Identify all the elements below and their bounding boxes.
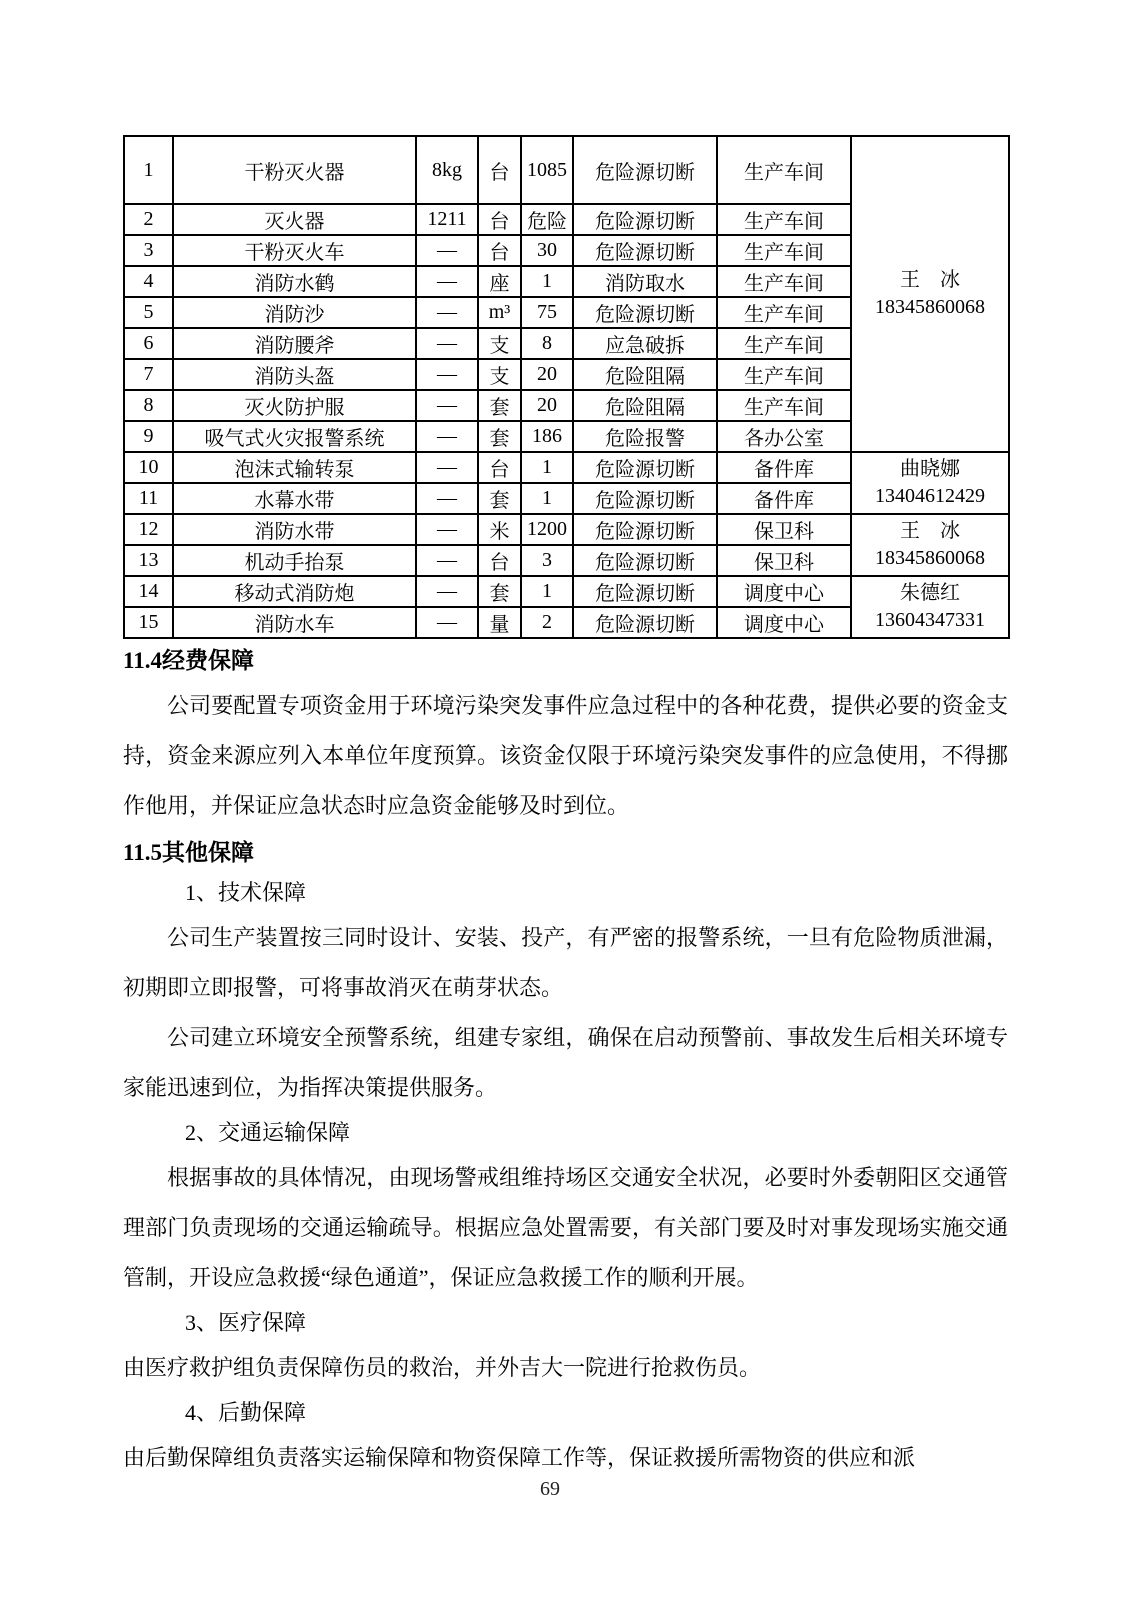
cell-contact-person	[851, 576, 1009, 638]
contact-phone: 18345860068	[875, 547, 985, 569]
cell-no: 4	[124, 266, 173, 297]
item-1-technical-support: 1、技术保障	[185, 880, 307, 905]
cell-name: 灭火器	[173, 204, 416, 235]
cell-purpose: 应急破拆	[573, 328, 717, 359]
cell-name: 泡沫式输转泵	[173, 452, 416, 483]
cell-qty: 1	[521, 576, 573, 607]
cell-purpose: 危险阻隔	[573, 390, 717, 421]
cell-location: 备件库	[717, 483, 851, 514]
cell-unit: 台	[478, 545, 521, 576]
cell-purpose: 危险源切断	[573, 452, 717, 483]
cell-qty: 3	[521, 545, 573, 576]
cell-purpose: 危险源切断	[573, 576, 717, 607]
cell-qty: 1	[521, 266, 573, 297]
cell-spec: —	[416, 514, 478, 545]
cell-unit: 支	[478, 359, 521, 390]
cell-spec: —	[416, 235, 478, 266]
cell-location: 生产车间	[717, 204, 851, 235]
cell-qty: 186	[521, 421, 573, 452]
cell-spec: —	[416, 421, 478, 452]
cell-name: 消防腰斧	[173, 328, 416, 359]
cell-spec: —	[416, 390, 478, 421]
cell-name: 机动手抬泵	[173, 545, 416, 576]
cell-name: 消防头盔	[173, 359, 416, 390]
cell-qty: 1085	[521, 136, 573, 204]
cell-no: 1	[124, 136, 173, 204]
cell-name: 消防水带	[173, 514, 416, 545]
contact-phone: 18345860068	[875, 296, 985, 318]
cell-no: 9	[124, 421, 173, 452]
cell-unit: 套	[478, 576, 521, 607]
cell-purpose: 危险源切断	[573, 235, 717, 266]
cell-no: 12	[124, 514, 173, 545]
cell-location: 生产车间	[717, 359, 851, 390]
paragraph-transport: 根据事故的具体情况，由现场警戒组维持场区交通安全状况，必要时外委朝阳区交通管理部门负责现场的交通运输疏导。根据应急处置需要，有关部门要及时对事发现场实施交通管制，开设应急救援“绿色通道”，保证应急救援工作的顺利开展。	[123, 1165, 1008, 1290]
cell-purpose: 危险源切断	[573, 514, 717, 545]
cell-no: 14	[124, 576, 173, 607]
cell-spec: —	[416, 297, 478, 328]
cell-no: 11	[124, 483, 173, 514]
cell-unit: 座	[478, 266, 521, 297]
contact-name: 王 冰	[900, 520, 960, 542]
cell-no: 15	[124, 607, 173, 638]
cell-spec: —	[416, 576, 478, 607]
cell-location: 调度中心	[717, 576, 851, 607]
item-3-medical-support: 3、医疗保障	[185, 1310, 307, 1335]
contact-phone: 13404612429	[875, 485, 985, 507]
cell-contact-person	[851, 136, 1009, 452]
cell-location: 备件库	[717, 452, 851, 483]
cell-no: 2	[124, 204, 173, 235]
cell-purpose: 危险源切断	[573, 297, 717, 328]
cell-name: 灭火防护服	[173, 390, 416, 421]
cell-qty: 1200	[521, 514, 573, 545]
emergency-equipment-table	[123, 135, 1010, 639]
cell-spec: —	[416, 545, 478, 576]
cell-location: 生产车间	[717, 235, 851, 266]
cell-location: 保卫科	[717, 514, 851, 545]
cell-purpose: 危险源切断	[573, 483, 717, 514]
cell-location: 生产车间	[717, 328, 851, 359]
contact-phone: 13604347331	[875, 609, 985, 631]
cell-location: 保卫科	[717, 545, 851, 576]
cell-purpose: 危险报警	[573, 421, 717, 452]
paragraph-logistics: 由后勤保障组负责落实运输保障和物资保障工作等，保证救援所需物资的供应和派	[123, 1445, 916, 1470]
cell-qty: 20	[521, 390, 573, 421]
cell-spec: 8kg	[416, 136, 478, 204]
cell-unit: 台	[478, 235, 521, 266]
cell-unit: 支	[478, 328, 521, 359]
section-11-5-heading: 11.5其他保障	[123, 840, 254, 865]
cell-location: 各办公室	[717, 421, 851, 452]
cell-name: 消防水鹤	[173, 266, 416, 297]
cell-qty: 8	[521, 328, 573, 359]
cell-qty: 1	[521, 452, 573, 483]
paragraph-technical-1: 公司生产装置按三同时设计、安装、投产，有严密的报警系统，一旦有危险物质泄漏，初期即立即报警，可将事故消灭在萌芽状态。	[123, 925, 1008, 1000]
cell-purpose: 危险阻隔	[573, 359, 717, 390]
page-number: 69	[540, 1478, 560, 1500]
section-11-4-paragraph: 公司要配置专项资金用于环境污染突发事件应急过程中的各种花费，提供必要的资金支持，资金来源应列入本单位年度预算。该资金仅限于环境污染突发事件的应急使用，不得挪作他用，并保证应急状态时应急资金能够及时到位。	[123, 693, 1008, 818]
cell-purpose: 危险源切断	[573, 204, 717, 235]
cell-no: 10	[124, 452, 173, 483]
cell-location: 生产车间	[717, 297, 851, 328]
cell-purpose: 危险源切断	[573, 136, 717, 204]
section-11-4-heading: 11.4经费保障	[123, 648, 254, 673]
cell-name: 干粉灭火器	[173, 136, 416, 204]
cell-qty: 30	[521, 235, 573, 266]
cell-spec: —	[416, 607, 478, 638]
cell-name: 消防沙	[173, 297, 416, 328]
cell-name: 吸气式火灾报警系统	[173, 421, 416, 452]
contact-name: 曲晓娜	[900, 458, 960, 480]
paragraph-medical: 由医疗救护组负责保障伤员的救治，并外吉大一院进行抢救伤员。	[123, 1355, 762, 1380]
cell-no: 3	[124, 235, 173, 266]
cell-purpose: 危险源切断	[573, 545, 717, 576]
cell-unit: 套	[478, 483, 521, 514]
cell-spec: —	[416, 359, 478, 390]
cell-name: 水幕水带	[173, 483, 416, 514]
table-row	[124, 514, 1009, 545]
table-row	[124, 452, 1009, 483]
cell-unit: 套	[478, 421, 521, 452]
paragraph-technical-2: 公司建立环境安全预警系统，组建专家组，确保在启动预警前、事故发生后相关环境专家能迅速到位，为指挥决策提供服务。	[123, 1025, 1008, 1100]
cell-no: 7	[124, 359, 173, 390]
cell-unit: 套	[478, 390, 521, 421]
cell-purpose: 消防取水	[573, 266, 717, 297]
cell-qty: 20	[521, 359, 573, 390]
cell-location: 生产车间	[717, 266, 851, 297]
cell-no: 13	[124, 545, 173, 576]
document-content	[123, 135, 1008, 1483]
cell-unit: 量	[478, 607, 521, 638]
cell-unit: 台	[478, 204, 521, 235]
cell-spec: —	[416, 483, 478, 514]
cell-unit: m³	[478, 297, 521, 328]
cell-location: 生产车间	[717, 136, 851, 204]
cell-no: 8	[124, 390, 173, 421]
cell-name: 移动式消防炮	[173, 576, 416, 607]
cell-unit: 台	[478, 136, 521, 204]
cell-qty: 2	[521, 607, 573, 638]
cell-purpose: 危险源切断	[573, 607, 717, 638]
cell-spec: 1211	[416, 204, 478, 235]
cell-contact-person	[851, 514, 1009, 576]
cell-spec: —	[416, 452, 478, 483]
equipment-table-body	[124, 136, 1009, 638]
item-4-logistics-support: 4、后勤保障	[185, 1400, 307, 1425]
contact-name: 朱德红	[900, 582, 960, 604]
cell-qty: 1	[521, 483, 573, 514]
cell-contact-person	[851, 452, 1009, 514]
cell-unit: 台	[478, 452, 521, 483]
cell-name: 消防水车	[173, 607, 416, 638]
cell-qty: 危险	[521, 204, 573, 235]
item-2-transport-support: 2、交通运输保障	[185, 1120, 351, 1145]
table-row	[124, 136, 1009, 204]
cell-spec: —	[416, 266, 478, 297]
cell-no: 5	[124, 297, 173, 328]
cell-location: 生产车间	[717, 390, 851, 421]
cell-spec: —	[416, 328, 478, 359]
cell-no: 6	[124, 328, 173, 359]
table-row	[124, 576, 1009, 607]
cell-unit: 米	[478, 514, 521, 545]
cell-location: 调度中心	[717, 607, 851, 638]
contact-name: 王 冰	[900, 269, 960, 291]
cell-qty: 75	[521, 297, 573, 328]
cell-name: 干粉灭火车	[173, 235, 416, 266]
